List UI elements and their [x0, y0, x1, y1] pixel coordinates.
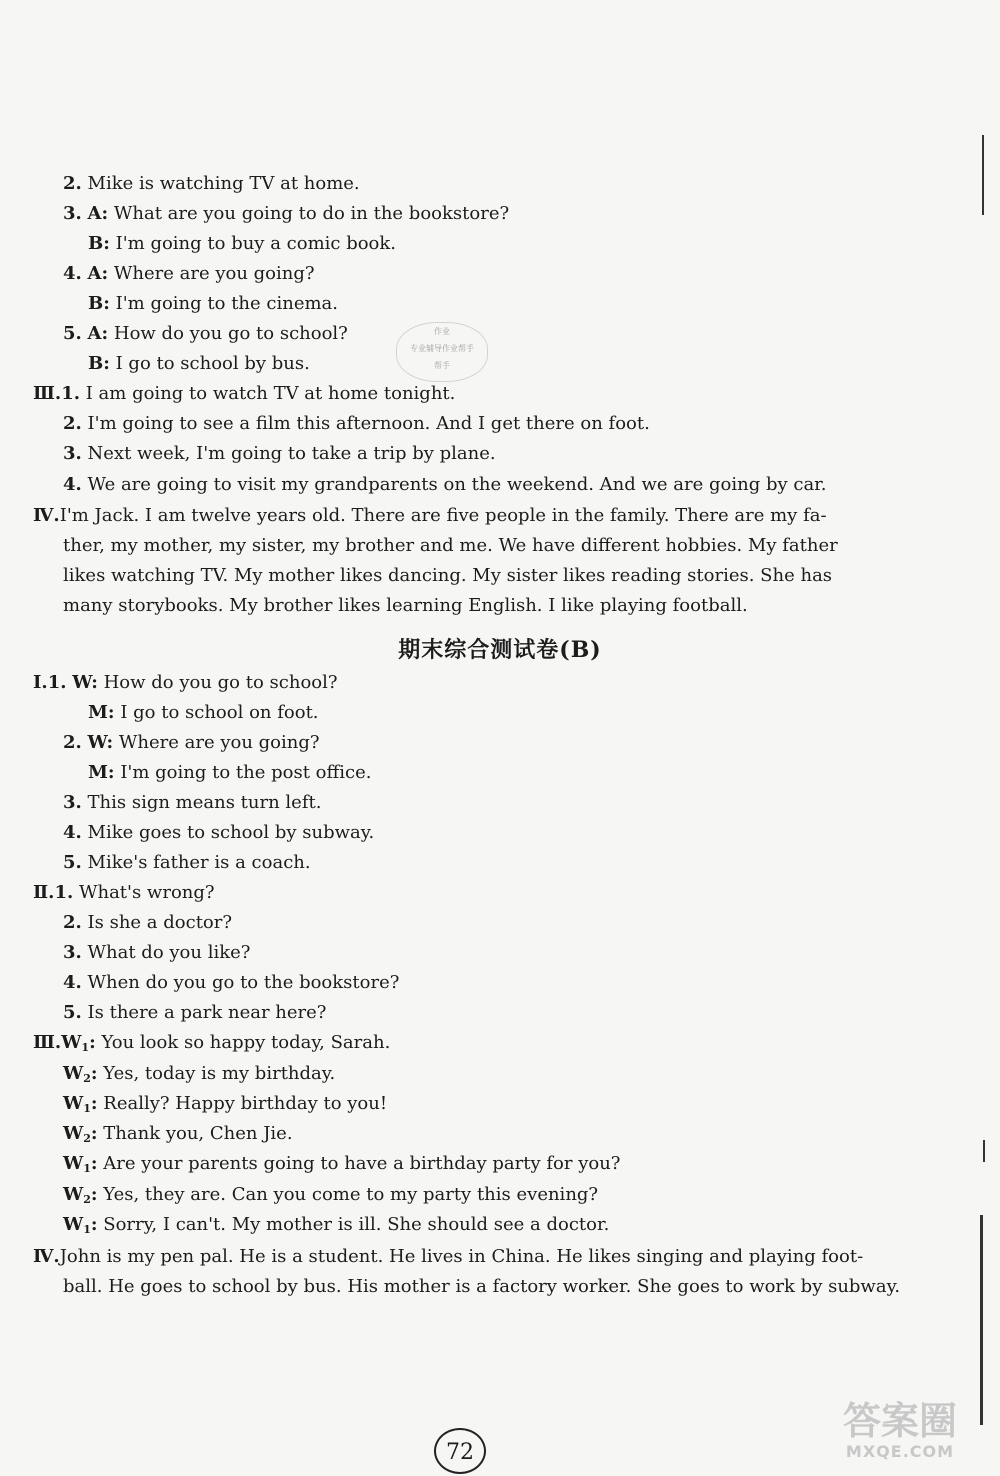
b1-item-2-w: 2. W: Where are you going?	[63, 732, 320, 753]
a2-item-3-a: 3. A: What are you going to do in the bookstore?	[63, 203, 510, 224]
a2-item-3-b: B: I'm going to buy a comic book.	[88, 233, 397, 254]
a4-line-4: many storybooks. My brother likes learning English. I like playing football.	[63, 595, 748, 616]
b3-line-1: $Ⅲ.W_1$: You look so happy today, Sarah.	[33, 1032, 391, 1054]
b2-item-4: 4. When do you go to the bookstore?	[63, 972, 400, 993]
a3-item-4: 4. We are going to visit my grandparents on the weekend. And we are going by car.	[63, 474, 827, 495]
b3-line-2: $W_2$: Yes, today is my birthday.	[63, 1063, 336, 1085]
watermark-logo: 答案圈	[842, 1399, 957, 1443]
b2-item-2: 2. Is she a doctor?	[63, 912, 233, 933]
b2-item-1: Ⅱ.1. What's wrong?	[33, 882, 215, 903]
page-number: 72	[434, 1428, 486, 1474]
a2-item-5-a: 5. A: How do you go to school?	[63, 323, 348, 344]
a4-line-1: Ⅳ.I'm Jack. I am twelve years old. There are five people in the family. There are my fa-	[33, 505, 827, 526]
b4-line-2: ball. He goes to school by bus. His mother is a factory worker. She goes to work by subway.	[63, 1276, 901, 1297]
b3-line-4: $W_2$: Thank you, Chen Jie.	[63, 1123, 293, 1145]
b1-item-2-m: M: I'm going to the post office.	[88, 762, 372, 783]
faint-stamp: 作业 专业辅导作业帮手 帮手	[396, 322, 488, 382]
a2-item-5-b: B: I go to school by bus.	[88, 353, 310, 374]
b1-item-1-w: Ⅰ.1. W: How do you go to school?	[33, 672, 338, 693]
section-title: 期末综合测试卷(B)	[398, 637, 602, 663]
a3-item-3: 3. Next week, I'm going to take a trip by plane.	[63, 443, 496, 464]
a2-item-2: 2. Mike is watching TV at home.	[63, 173, 360, 194]
a2-item-4-a: 4. A: Where are you going?	[63, 263, 315, 284]
b3-line-5: $W_1$: Are your parents going to have a birthday party for you?	[63, 1153, 621, 1175]
a2-item-4-b: B: I'm going to the cinema.	[88, 293, 338, 314]
site-watermark	[800, 1400, 1000, 1470]
b2-item-3: 3. What do you like?	[63, 942, 251, 963]
b3-line-7: $W_1$: Sorry, I can't. My mother is ill. She should see a doctor.	[63, 1214, 610, 1236]
scan-edge-mark	[983, 1140, 985, 1162]
b1-item-5: 5. Mike's father is a coach.	[63, 852, 311, 873]
b3-line-6: $W_2$: Yes, they are. Can you come to my party this evening?	[63, 1184, 599, 1206]
b1-item-1-m: M: I go to school on foot.	[88, 702, 319, 723]
b2-item-5: 5. Is there a park near here?	[63, 1002, 327, 1023]
b3-line-3: $W_1$: Really? Happy birthday to you!	[63, 1093, 388, 1115]
a4-line-3: likes watching TV. My mother likes dancing. My sister likes reading stories. She has	[63, 565, 833, 586]
watermark-url: MXQE.COM	[845, 1442, 955, 1461]
a3-item-2: 2. I'm going to see a film this afternoon. And I get there on foot.	[63, 413, 650, 434]
scan-edge-mark	[982, 135, 984, 215]
b4-line-1: Ⅳ.John is my pen pal. He is a student. He lives in China. He likes singing and playing foot-	[33, 1246, 864, 1267]
b1-item-4: 4. Mike goes to school by subway.	[63, 822, 375, 843]
a3-item-1: Ⅲ.1. I am going to watch TV at home tonight.	[33, 383, 456, 404]
scan-edge-mark	[980, 1215, 983, 1425]
a4-line-2: ther, my mother, my sister, my brother and me. We have different hobbies. My father	[63, 535, 838, 556]
b1-item-3: 3. This sign means turn left.	[63, 792, 322, 813]
